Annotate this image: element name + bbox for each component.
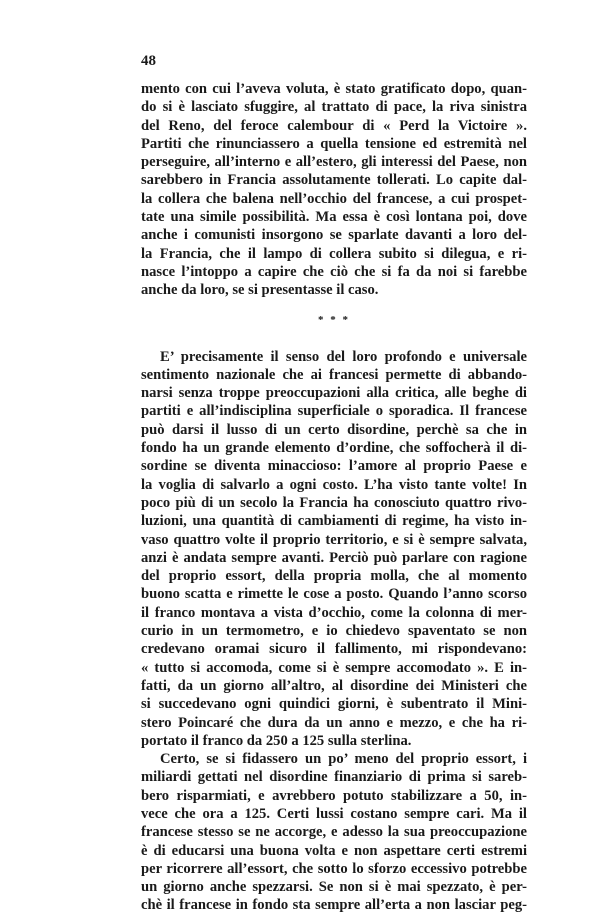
text-line: stero Poincaré che dura da un anno e mezzo, e che ha ri-: [141, 714, 527, 731]
text-line: Certo, se si fidassero un po’ meno del proprio essort, i: [160, 751, 527, 768]
text-line: Partiti che rinunciassero a quella tensione ed estremità nel: [141, 135, 527, 152]
text-line: può darsi il lusso di un certo disordine, perchè sa che in: [141, 421, 527, 438]
text-line: chè il francese in fondo sta sempre all’erta a non lasciar peg-: [141, 897, 527, 914]
text-line: la Francia, che il lampo di collera subito si dilegua, e ri-: [141, 245, 527, 262]
text-line: credevano oramai sicuro il fallimento, mi rispondevano:: [141, 641, 527, 658]
text-line: si succedevano ogni quindici giorni, è subentrato il Mini-: [141, 696, 527, 713]
section-separator: * * *: [318, 313, 350, 326]
text-line: miliardi gettati nel disordine finanziario di prima si sareb-: [141, 769, 527, 786]
text-line: la collera che balena nell’occhio del francese, a cui prospet-: [141, 190, 527, 207]
text-line: la voglia di salvarlo a ogni costo. L’ha visto tante volte! In: [141, 476, 527, 493]
text-line: vece che ora a 125. Certi lussi costano sempre cari. Ma il: [141, 805, 527, 822]
text-line: fondo ha un grande elemento d’ordine, che soffocherà il di-: [141, 440, 527, 457]
text-line: buono scatta e rimette le cose a posto. Quando l’anno scorso: [141, 586, 527, 603]
text-line: nasce l’intoppo a capire che ciò che si fa da noi si farebbe: [141, 263, 527, 280]
paragraph-2: [141, 348, 527, 751]
paragraph-1: [141, 80, 527, 300]
text-line: francese stesso se ne accorge, e adesso la sua preoccupazione: [141, 824, 527, 841]
text-line: E’ precisamente il senso del loro profondo e universale: [160, 348, 527, 365]
text-line: curio in un termometro, e io chiedevo spaventato se non: [141, 623, 527, 640]
text-block: [141, 80, 527, 915]
paragraph-3: [141, 750, 527, 915]
text-line: il franco montava a vista d’occhio, come la colonna di mer-: [141, 604, 527, 621]
text-line: è di educarsi una buona volta e non aspettare certi estremi: [141, 842, 527, 859]
text-line: bero risparmiati, e avrebbero potuto stabilizzare a 50, in-: [141, 787, 527, 804]
text-line: luzioni, una quantità di cambiamenti di regime, ha visto in-: [141, 513, 527, 530]
text-line: anzi è andata sempre avanti. Perciò può parlare con ragione: [141, 549, 527, 566]
text-line: « tutto si accomoda, come si è sempre accomodato ». E in-: [141, 659, 527, 676]
text-line: tate una simile possibilità. Ma essa è così lontana poi, dove: [141, 209, 527, 226]
text-line: sarebbero in Francia assolutamente tollerati. Lo capite dal-: [141, 172, 527, 189]
text-line: sentimento nazionale che ai francesi permette di abbando-: [141, 366, 527, 383]
text-line: fatti, da un giorno all’altro, al disordine dei Ministeri che: [141, 677, 527, 694]
text-line: del Reno, del feroce calembour di « Perd la Victoire ».: [141, 117, 527, 134]
text-line: vaso quattro volte il proprio territorio, e si è sempre salvata,: [141, 531, 527, 548]
text-line: anche i comunisti insorgono se sparlate davanti a loro del-: [141, 227, 527, 244]
text-line: portato il franco da 250 a 125 sulla sterlina.: [141, 732, 412, 749]
text-line: partiti e all’indisciplina superficiale o sporadica. Il francese: [141, 403, 527, 420]
text-line: do si è lasciato sfuggire, al trattato di pace, la riva sinistra: [141, 99, 527, 116]
text-line: per ricorrere all’essort, che sotto lo sforzo eccessivo potrebbe: [141, 860, 527, 877]
text-line: un giorno anche spezzarsi. Se non si è mai spezzato, è per-: [141, 879, 527, 896]
page-number: 48: [141, 53, 156, 69]
text-line: del proprio essort, della propria molla, che al momento: [141, 568, 527, 585]
text-line: mento con cui l’aveva voluta, è stato gratificato dopo, quan-: [141, 81, 527, 97]
text-line: perseguire, all’interno e all’estero, gli interessi del Paese, non: [141, 154, 527, 171]
text-line: narsi senza troppe preoccupazioni alla critica, alle beghe di: [141, 385, 527, 402]
text-line: sordine se diventa minaccioso: l’amore al proprio Paese e: [141, 458, 527, 475]
text-line: anche da loro, se si presentasse il caso.: [141, 282, 379, 299]
text-line: poco più di un secolo la Francia ha conosciuto quattro rivo-: [141, 494, 527, 511]
